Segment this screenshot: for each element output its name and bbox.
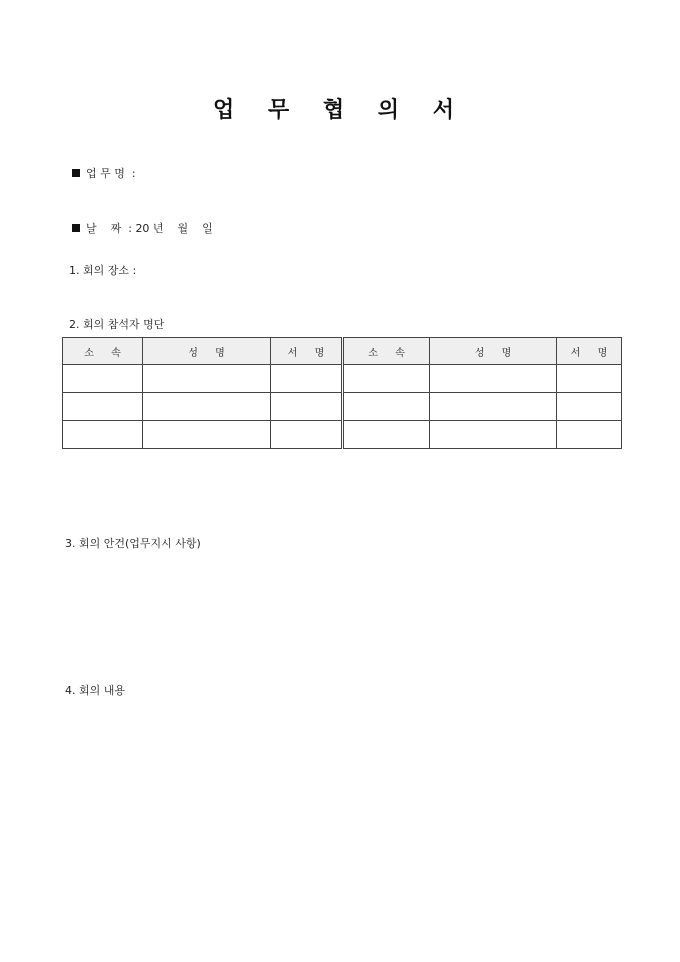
table-cell[interactable] [430,365,557,393]
section-agenda: 3. 회의 안건(업무지시 사항) [65,537,201,550]
table-cell[interactable] [271,421,343,449]
square-bullet-icon [72,169,80,177]
table-cell[interactable] [63,421,143,449]
header-affiliation: 소 속 [63,338,143,365]
table-cell[interactable] [143,421,271,449]
attendee-table [62,337,622,449]
header-affiliation: 소 속 [343,338,430,365]
section-meeting-place: 1. 회의 장소 : [69,264,137,277]
header-name: 성 명 [430,338,557,365]
table-cell[interactable] [63,393,143,421]
date-label: 날 짜 : [86,222,132,235]
task-name-label: 업 무 명 : [86,167,136,180]
table-cell[interactable] [63,365,143,393]
header-name: 성 명 [143,338,271,365]
table-header-row [63,338,622,365]
table-cell[interactable] [343,365,430,393]
square-bullet-icon [72,224,80,232]
table-cell[interactable] [557,421,622,449]
header-signature: 서 명 [557,338,622,365]
section-content: 4. 회의 내용 [65,684,125,697]
table-cell[interactable] [430,393,557,421]
table-cell[interactable] [143,393,271,421]
table-cell[interactable] [557,393,622,421]
date-field [65,207,213,236]
date-value: 20 년 월 일 [135,222,213,235]
task-name-field [65,152,136,181]
table-row [63,393,622,421]
table-cell[interactable] [271,365,343,393]
table-cell[interactable] [343,421,430,449]
table-cell[interactable] [143,365,271,393]
section-attendees: 2. 회의 참석자 명단 [69,318,165,331]
table-cell[interactable] [343,393,430,421]
table-row [63,365,622,393]
document-title: 업 무 협 의 서 [213,98,467,123]
table-cell[interactable] [430,421,557,449]
table-cell[interactable] [271,393,343,421]
header-signature: 서 명 [271,338,343,365]
table-row [63,421,622,449]
table-cell[interactable] [557,365,622,393]
